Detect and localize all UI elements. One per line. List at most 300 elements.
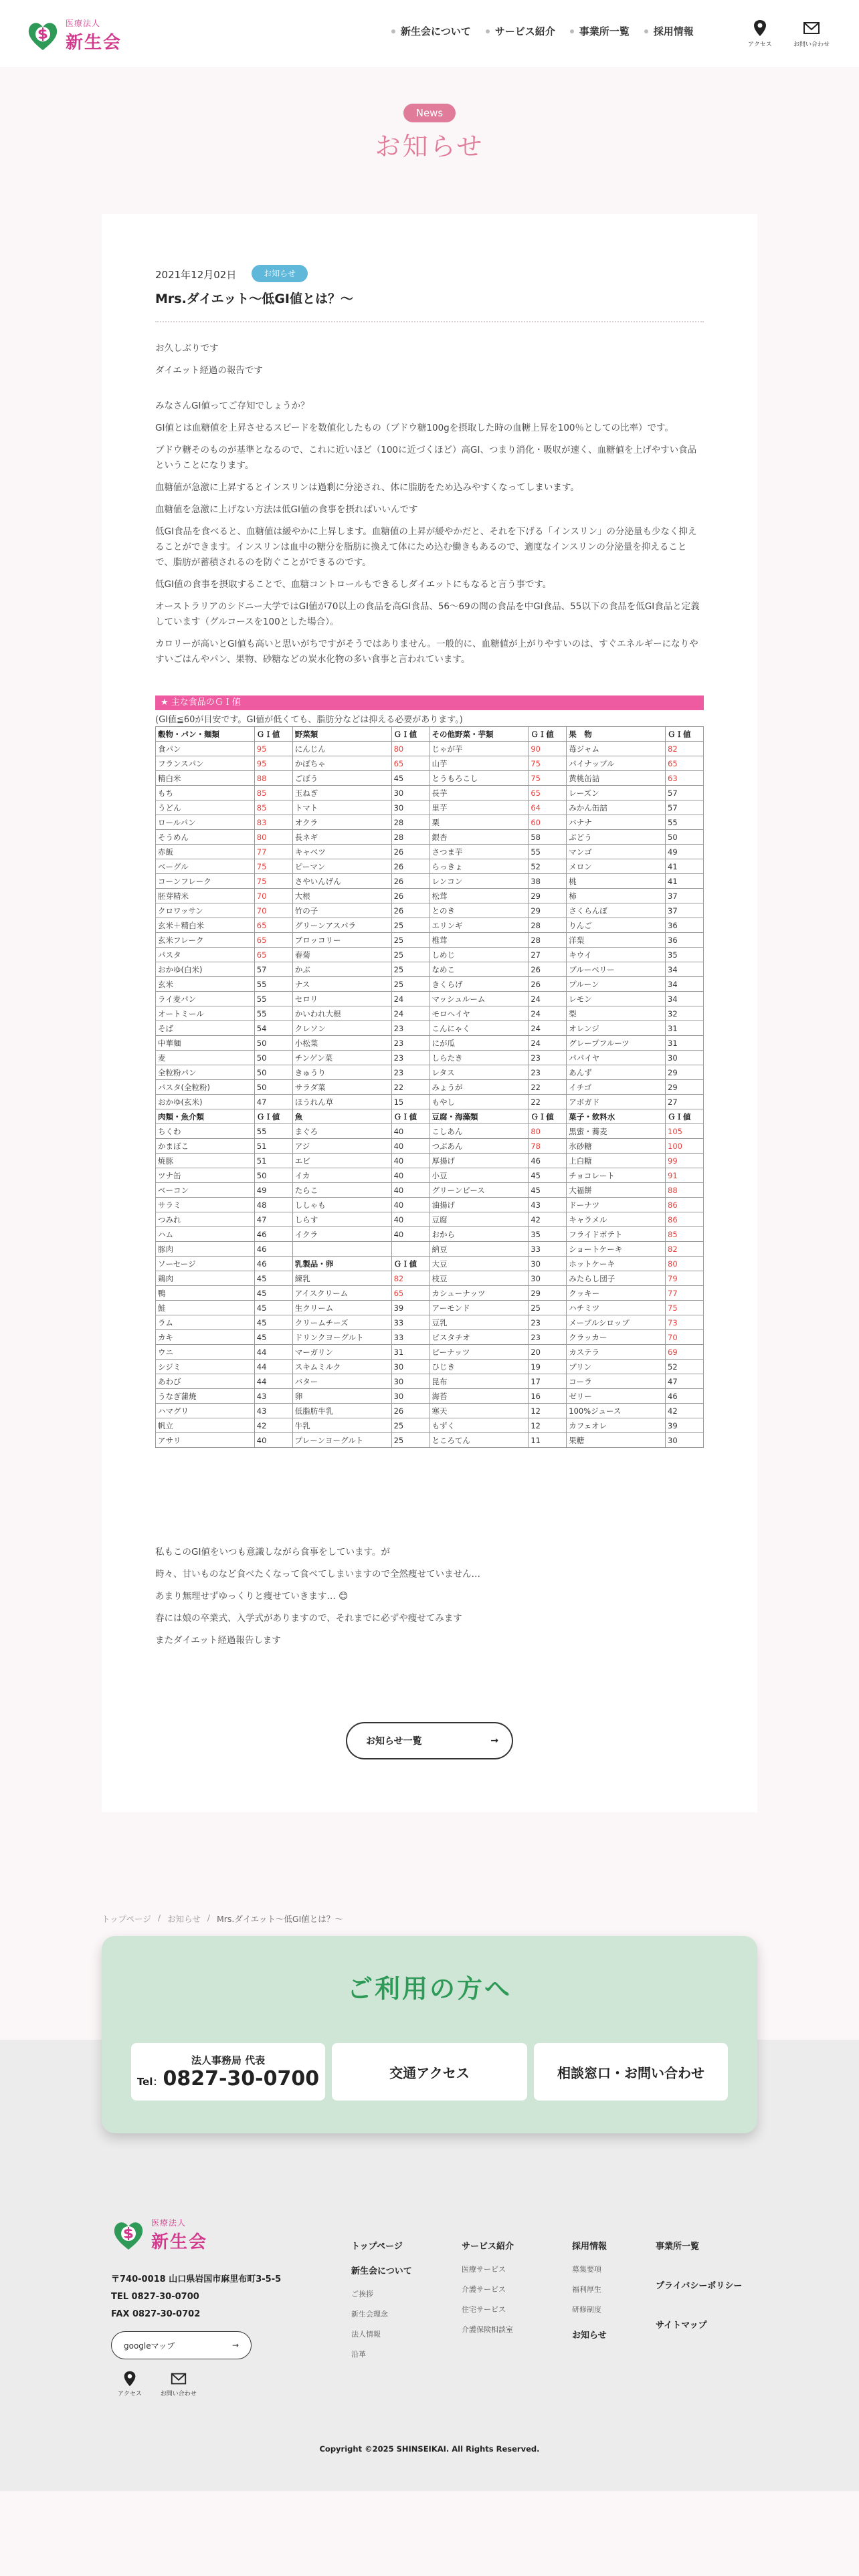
table-cell: [391, 1242, 430, 1257]
table-row: [156, 1183, 704, 1198]
table-cell: パスタ(全粒粉): [156, 1080, 255, 1095]
table-cell: 30: [666, 1433, 704, 1448]
table-cell: 25: [529, 1301, 567, 1315]
table-cell: ぶどう: [567, 830, 666, 845]
table-row: [156, 918, 704, 933]
footer-link-news[interactable]: お知らせ: [572, 2331, 607, 2341]
table-cell: ドーナツ: [567, 1198, 666, 1212]
footer-link-about[interactable]: 新生会について: [351, 2266, 412, 2276]
footer-link-top[interactable]: トップページ: [351, 2242, 403, 2252]
intro-line: お久しぶりです: [155, 343, 219, 354]
table-cell: もち: [156, 786, 255, 800]
table-cell: 24: [391, 992, 430, 1006]
table-cell: 枝豆: [430, 1271, 529, 1286]
table-cell: 26: [391, 874, 430, 889]
table-cell: ホットケーキ: [567, 1257, 666, 1271]
table-row: [156, 786, 704, 800]
table-cell: ソーセージ: [156, 1257, 255, 1271]
table-cell: 50: [254, 1080, 292, 1095]
table-cell: 23: [391, 1036, 430, 1051]
table-cell: バター: [292, 1374, 391, 1389]
table-cell: 椎茸: [430, 933, 529, 948]
table-cell: 46: [254, 1257, 292, 1271]
table-cell: カステラ: [567, 1345, 666, 1360]
table-cell: 45: [254, 1271, 292, 1286]
footer-logo-subtitle: 医療法人: [151, 2218, 187, 2228]
table-cell: さやいんげん: [292, 874, 391, 889]
table-cell: 苺ジャム: [567, 742, 666, 756]
inquiry-box[interactable]: [534, 2043, 728, 2101]
contact-panel: [102, 1936, 757, 2133]
table-cell: クッキー: [567, 1286, 666, 1301]
table-cell: とうもろこし: [430, 771, 529, 786]
table-cell: 23: [391, 1051, 430, 1065]
phone-box[interactable]: [131, 2043, 325, 2101]
table-cell: 氷砂糖: [567, 1139, 666, 1154]
table-cell: エリンギ: [430, 918, 529, 933]
page-title: お知らせ: [375, 132, 484, 161]
table-cell: 51: [254, 1139, 292, 1154]
table-cell: レモン: [567, 992, 666, 1006]
footer-tel: TEL 0827-30-0700: [111, 2292, 199, 2302]
table-cell: うどん: [156, 800, 255, 815]
footer-access-label: アクセス: [118, 2391, 142, 2397]
table-header-cell: 菓子・飲料水: [567, 1109, 666, 1124]
table-cell: メープルシロップ: [567, 1315, 666, 1330]
table-cell: 胚芽精米: [156, 889, 255, 903]
footer-col-services: [462, 2239, 514, 2344]
table-row: [156, 1095, 704, 1109]
table-cell: 23: [529, 1065, 567, 1080]
table-cell: グレープフルーツ: [567, 1036, 666, 1051]
table-cell: 梨: [567, 1006, 666, 1021]
footer-fax: FAX 0827-30-0702: [111, 2309, 201, 2319]
footer-logo[interactable]: [111, 2217, 207, 2253]
table-cell: キャラメル: [567, 1212, 666, 1227]
table-cell: 45: [254, 1330, 292, 1345]
table-row: [156, 1021, 704, 1036]
table-cell: 50: [254, 1168, 292, 1183]
table-cell: 54: [254, 1021, 292, 1036]
table-cell: オクラ: [292, 815, 391, 830]
footer-sublink[interactable]: 介護サービス: [462, 2285, 506, 2294]
table-header-cell: ＧＩ値: [666, 1109, 704, 1124]
table-cell: かぼちゃ: [292, 756, 391, 771]
table-cell: 26: [529, 977, 567, 992]
table-cell: あんず: [567, 1065, 666, 1080]
breadcrumb-news[interactable]: お知らせ: [167, 1914, 201, 1924]
nav-about-label: 新生会について: [401, 25, 471, 37]
table-cell: フランスパン: [156, 756, 255, 771]
table-cell: おかゆ(白米): [156, 962, 255, 977]
table-cell: 60: [529, 815, 567, 830]
table-cell: グリーンアスパラ: [292, 918, 391, 933]
table-cell: 42: [529, 1212, 567, 1227]
table-row: [156, 1374, 704, 1389]
table-header-cell: ＧＩ値: [391, 727, 430, 742]
table-cell: マッシュルーム: [430, 992, 529, 1006]
table-cell: 帆立: [156, 1418, 255, 1433]
table-cell: 45: [529, 1183, 567, 1198]
table-cell: にが瓜: [430, 1036, 529, 1051]
table-cell: イカ: [292, 1168, 391, 1183]
table-cell: ナス: [292, 977, 391, 992]
table-row: [156, 977, 704, 992]
table-cell: 果糖: [567, 1433, 666, 1448]
table-cell: 24: [391, 1006, 430, 1021]
table-row: [156, 1271, 704, 1286]
table-cell: 43: [254, 1389, 292, 1404]
table-cell: 77: [254, 845, 292, 859]
table-row: [156, 1345, 704, 1360]
table-cell: 鮭: [156, 1301, 255, 1315]
breadcrumb-current: Mrs.ダイエット～低GI値とは？～: [216, 1914, 343, 1924]
table-header-cell: ＧＩ値: [529, 1109, 567, 1124]
table-cell: 33: [391, 1315, 430, 1330]
table-cell: さくらんぼ: [567, 903, 666, 918]
table-cell: 35: [529, 1227, 567, 1242]
table-row: [156, 1198, 704, 1212]
table-cell: 33: [391, 1330, 430, 1345]
table-cell: 46: [254, 1227, 292, 1242]
table-cell: クリームチーズ: [292, 1315, 391, 1330]
table-cell: ししゃも: [292, 1198, 391, 1212]
table-cell: じゃが芋: [430, 742, 529, 756]
table-cell: 23: [529, 1315, 567, 1330]
nav-about[interactable]: [391, 24, 471, 38]
table-cell: キャベツ: [292, 845, 391, 859]
nav-offices[interactable]: [570, 24, 630, 38]
nav-services[interactable]: [486, 24, 555, 38]
table-cell: おかゆ(玄米): [156, 1095, 255, 1109]
table-cell: 麦: [156, 1051, 255, 1065]
table-cell: 43: [529, 1198, 567, 1212]
table-cell: クロワッサン: [156, 903, 255, 918]
logo-heart-icon: [25, 18, 60, 53]
table-cell: 24: [529, 992, 567, 1006]
table-cell: 39: [666, 1418, 704, 1433]
table-cell: 47: [254, 1212, 292, 1227]
footer-link-privacy[interactable]: プライバシーポリシー: [656, 2281, 743, 2291]
table-cell: 45: [529, 1168, 567, 1183]
google-map-button[interactable]: [111, 2331, 252, 2359]
table-cell: 42: [254, 1418, 292, 1433]
table-cell: 26: [391, 903, 430, 918]
table-cell: かぶ: [292, 962, 391, 977]
footer-sublink[interactable]: 沿革: [351, 2350, 366, 2359]
copyright: Copyright ©2025 SHINSEIKAI. All Rights Reserved.: [319, 2444, 540, 2454]
table-cell: 25: [391, 1433, 430, 1448]
map-pin-icon: [121, 2370, 138, 2387]
footer-link-offices[interactable]: 事業所一覧: [656, 2242, 700, 2252]
table-cell: 玄米: [156, 977, 255, 992]
table-cell: 23: [529, 1051, 567, 1065]
gi-table-note: (GI値≦60が目安です。GI値が低くても、脂肪分などは抑える必要があります。): [155, 715, 463, 725]
article-category-badge[interactable]: お知らせ: [252, 265, 308, 282]
nav-recruit-label: 採用情報: [653, 25, 694, 37]
table-row: [156, 727, 704, 742]
table-cell: 40: [391, 1227, 430, 1242]
table-cell: 37: [666, 889, 704, 903]
table-cell: 竹の子: [292, 903, 391, 918]
access-box-label: 交通アクセス: [389, 2064, 470, 2081]
table-row: [156, 1389, 704, 1404]
table-cell: そば: [156, 1021, 255, 1036]
table-cell: 栗: [430, 815, 529, 830]
breadcrumb: [102, 1913, 343, 1925]
table-cell: 22: [529, 1080, 567, 1095]
table-cell: ハチミツ: [567, 1301, 666, 1315]
table-cell: 34: [666, 992, 704, 1006]
header-access-link[interactable]: [748, 19, 772, 48]
table-header-cell: 果 物: [567, 727, 666, 742]
table-cell: レンコン: [430, 874, 529, 889]
contact-title: ご利用の方へ: [347, 1974, 512, 2004]
table-cell: ごぼう: [292, 771, 391, 786]
table-cell: 松茸: [430, 889, 529, 903]
table-cell: そうめん: [156, 830, 255, 845]
table-header-cell: 魚: [292, 1109, 391, 1124]
news-list-button-label: お知らせ一覧: [366, 1736, 422, 1747]
table-cell: 豆腐: [430, 1212, 529, 1227]
table-cell: 鶏肉: [156, 1271, 255, 1286]
footer-address-block: [111, 2271, 281, 2323]
tel-prefix: Tel：: [136, 2076, 163, 2088]
table-cell: 82: [666, 1242, 704, 1257]
table-cell: ちくわ: [156, 1124, 255, 1139]
table-cell: 28: [529, 933, 567, 948]
table-cell: 45: [254, 1315, 292, 1330]
table-cell: 25: [391, 948, 430, 962]
table-cell: コーラ: [567, 1374, 666, 1389]
table-cell: 55: [254, 977, 292, 992]
footer-sublink[interactable]: ご挨拶: [351, 2290, 373, 2298]
table-cell: 12: [529, 1418, 567, 1433]
table-cell: 46: [529, 1154, 567, 1168]
table-cell: チンゲン菜: [292, 1051, 391, 1065]
article-body: [155, 341, 704, 674]
table-cell: 22: [529, 1095, 567, 1109]
table-cell: 長ネギ: [292, 830, 391, 845]
footer-col-about: [351, 2239, 412, 2369]
table-cell: 28: [391, 830, 430, 845]
footer-col-misc: [656, 2239, 742, 2343]
table-cell: 44: [254, 1374, 292, 1389]
table-cell: 17: [529, 1374, 567, 1389]
table-cell: グリーンピース: [430, 1183, 529, 1198]
table-cell: 55: [529, 845, 567, 859]
table-cell: 30: [666, 1051, 704, 1065]
header-contact-link[interactable]: [793, 19, 830, 48]
table-cell: 58: [529, 830, 567, 845]
table-cell: マンゴ: [567, 845, 666, 859]
table-cell: 51: [254, 1154, 292, 1168]
table-header-cell: ＧＩ値: [666, 727, 704, 742]
paragraph-gap: [155, 385, 704, 399]
table-cell: 36: [666, 918, 704, 933]
footer-sublink[interactable]: 介護保険相談室: [462, 2325, 513, 2334]
footer-contact-link[interactable]: [161, 2370, 197, 2397]
table-cell: 小松菜: [292, 1036, 391, 1051]
table-cell: 52: [529, 859, 567, 874]
table-cell: クレソン: [292, 1021, 391, 1036]
table-cell: 49: [254, 1183, 292, 1198]
footer-logo-name: 新生会: [151, 2232, 208, 2252]
table-cell: 46: [666, 1389, 704, 1404]
table-cell: 15: [391, 1095, 430, 1109]
table-cell: 47: [254, 1095, 292, 1109]
table-header-cell: ＧＩ値: [391, 1257, 430, 1271]
table-row: [156, 1242, 704, 1257]
table-cell: かまぼこ: [156, 1139, 255, 1154]
table-cell: 23: [391, 1021, 430, 1036]
table-cell: 赤飯: [156, 845, 255, 859]
table-cell: 納豆: [430, 1242, 529, 1257]
table-cell: 29: [529, 1286, 567, 1301]
footer-sublink[interactable]: 医療サービス: [462, 2265, 506, 2274]
footer-sublink[interactable]: 新生会理念: [351, 2310, 388, 2319]
logo-name: 新生会: [66, 33, 122, 53]
body-paragraph: 低GI値の食事を摂取することで、血糖コントロールもできるしダイエットにもなると言う事です。: [155, 579, 552, 590]
table-cell: 75: [254, 874, 292, 889]
table-cell: 57: [666, 786, 704, 800]
table-cell: つみれ: [156, 1212, 255, 1227]
table-cell: 40: [391, 1139, 430, 1154]
table-cell: にんじん: [292, 742, 391, 756]
table-cell: 30: [391, 1389, 430, 1404]
table-row: [156, 1418, 704, 1433]
table-cell: 30: [391, 1374, 430, 1389]
footer-col-recruit: [572, 2239, 607, 2353]
table-cell: アボガド: [567, 1095, 666, 1109]
article-date: 2021年12月02日: [155, 269, 237, 281]
table-cell: 82: [666, 742, 704, 756]
table-cell: 11: [529, 1433, 567, 1448]
table-cell: 低脂肪牛乳: [292, 1404, 391, 1418]
breadcrumb-home[interactable]: トップページ: [102, 1914, 151, 1924]
table-cell: 26: [391, 859, 430, 874]
table-cell: りんご: [567, 918, 666, 933]
table-cell: マーガリン: [292, 1345, 391, 1360]
table-cell: 80: [391, 742, 430, 756]
map-pin-icon: [751, 19, 769, 37]
table-cell: ハマグリ: [156, 1404, 255, 1418]
footer-link-sitemap[interactable]: サイトマップ: [656, 2321, 707, 2331]
table-cell: しらす: [292, 1212, 391, 1227]
table-cell: 中華麺: [156, 1036, 255, 1051]
table-cell: みたらし団子: [567, 1271, 666, 1286]
nav-offices-label: 事業所一覧: [579, 25, 630, 37]
footer-sublink[interactable]: 募集要項: [572, 2265, 601, 2274]
table-cell: 豆乳: [430, 1315, 529, 1330]
table-cell: パスタ: [156, 948, 255, 962]
table-cell: 43: [254, 1404, 292, 1418]
table-row: [156, 830, 704, 845]
body-paragraph: GI値とは血糖値を上昇させるスピードを数値化したもの（ブドウ糖100gを摂取した時の血糖上昇を100％としての比率）です。: [155, 423, 674, 433]
table-cell: 65: [254, 948, 292, 962]
news-list-button[interactable]: [346, 1722, 513, 1759]
table-cell: 44: [254, 1345, 292, 1360]
table-row: [156, 948, 704, 962]
table-cell: 83: [254, 815, 292, 830]
table-row: [156, 1301, 704, 1315]
closing-line: あまり無理せずゆっくりと痩せていきます… 😊: [155, 1591, 349, 1602]
table-cell: 桃: [567, 874, 666, 889]
table-row: [156, 756, 704, 771]
table-cell: 25: [391, 933, 430, 948]
table-cell: 82: [391, 1271, 430, 1286]
table-cell: モロヘイヤ: [430, 1006, 529, 1021]
footer-link-services[interactable]: サービス紹介: [462, 2242, 514, 2252]
table-cell: 23: [391, 1065, 430, 1080]
footer-sublink[interactable]: 法人情報: [351, 2330, 381, 2339]
footer-sublink[interactable]: 研修制度: [572, 2305, 601, 2314]
table-cell: 50: [254, 1036, 292, 1051]
table-cell: 70: [666, 1330, 704, 1345]
table-cell: ドリンクヨーグルト: [292, 1330, 391, 1345]
table-row: [156, 903, 704, 918]
table-cell: セロリ: [292, 992, 391, 1006]
table-cell: かいわれ大根: [292, 1006, 391, 1021]
table-cell: 69: [666, 1345, 704, 1360]
table-cell: 80: [529, 1124, 567, 1139]
table-header-cell: その他野菜・芋類: [430, 727, 529, 742]
table-cell: 26: [391, 845, 430, 859]
footer-link-recruit[interactable]: 採用情報: [572, 2242, 607, 2252]
table-cell: ベーグル: [156, 859, 255, 874]
phone-number: [137, 2067, 319, 2090]
access-box[interactable]: [332, 2043, 527, 2101]
table-cell: 31: [666, 1021, 704, 1036]
table-cell: ベーコン: [156, 1183, 255, 1198]
table-cell: 銀杏: [430, 830, 529, 845]
table-cell: 95: [254, 742, 292, 756]
table-cell: パイナップル: [567, 756, 666, 771]
footer-address: 〒740-0018 山口県岩国市麻里布町3-5-5: [111, 2274, 282, 2284]
table-cell: 大根: [292, 889, 391, 903]
table-cell: 86: [666, 1212, 704, 1227]
table-row: [156, 962, 704, 977]
footer-access-link[interactable]: [118, 2370, 142, 2397]
table-cell: アサリ: [156, 1433, 255, 1448]
table-cell: 33: [529, 1242, 567, 1257]
gi-table-body: [156, 727, 704, 1448]
nav-recruit[interactable]: [644, 24, 694, 38]
table-cell: 30: [529, 1271, 567, 1286]
table-header-cell: 肉類・魚介類: [156, 1109, 255, 1124]
table-row: [156, 874, 704, 889]
footer-sublink[interactable]: 福利厚生: [572, 2285, 601, 2294]
footer-sublink[interactable]: 住宅サービス: [462, 2305, 506, 2314]
table-cell: 25: [391, 918, 430, 933]
table-cell: プレーンヨーグルト: [292, 1433, 391, 1448]
intro-line: ダイエット経過の報告です: [155, 365, 263, 376]
table-cell: ほうれん草: [292, 1095, 391, 1109]
table-cell: 12: [529, 1404, 567, 1418]
table-cell: 88: [666, 1183, 704, 1198]
table-cell: ピスタチオ: [430, 1330, 529, 1345]
table-cell: 玄米＋精白米: [156, 918, 255, 933]
table-row: [156, 1080, 704, 1095]
table-cell: 上白糖: [567, 1154, 666, 1168]
site-logo[interactable]: [25, 17, 122, 53]
table-cell: こんにゃく: [430, 1021, 529, 1036]
table-cell: 29: [529, 889, 567, 903]
table-cell: 70: [254, 903, 292, 918]
table-cell: ラム: [156, 1315, 255, 1330]
header-access-label: アクセス: [748, 41, 772, 48]
table-cell: 85: [254, 800, 292, 815]
